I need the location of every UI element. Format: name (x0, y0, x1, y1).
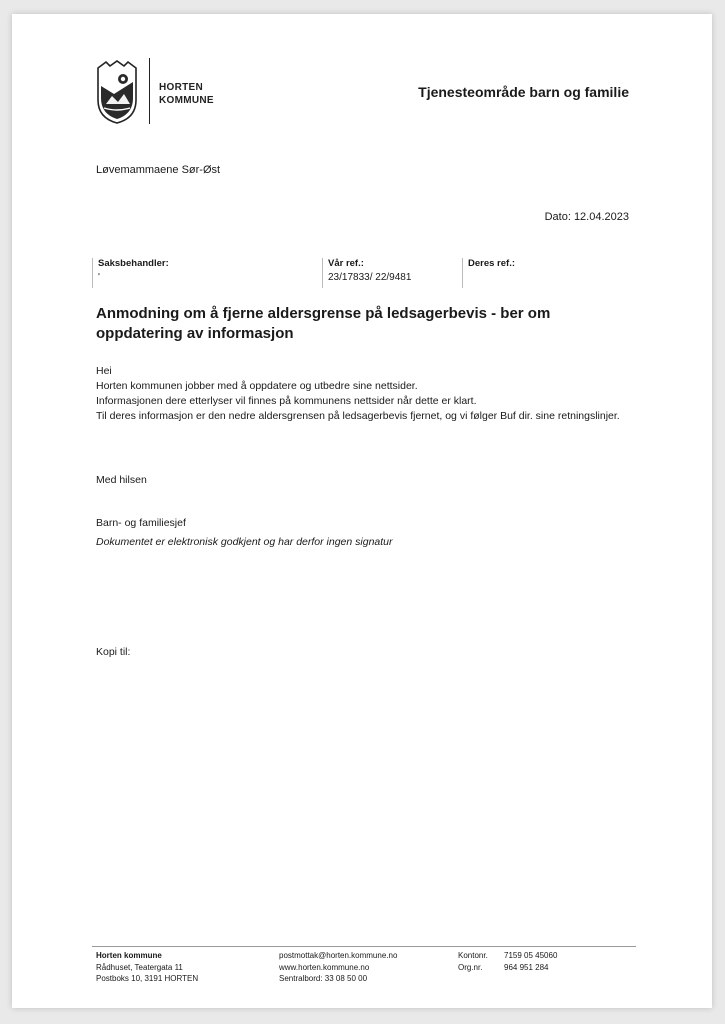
footer-orgnr-value: 964 951 284 (504, 962, 549, 972)
footer-address-line2: Postboks 10, 3191 HORTEN (96, 974, 199, 983)
logo-divider (149, 58, 150, 124)
case-handler-label: Saksbehandler: (98, 258, 169, 269)
footer-contact (279, 950, 397, 985)
body-paragraph: Til deres informasjon er den nedre aldersgrensen på ledsagerbevis fjernet, og vi følger Buf dir. sine retningslinjer. (96, 410, 620, 422)
closing-greeting: Med hilsen (96, 474, 147, 486)
case-handler-cell (92, 258, 322, 288)
footer-divider (92, 946, 636, 947)
our-ref-cell (322, 258, 462, 288)
kommune-logo (96, 58, 236, 138)
our-ref-label: Vår ref.: (328, 258, 364, 269)
reference-row (92, 258, 632, 288)
signer-title: Barn- og familiesjef (96, 517, 186, 529)
body-paragraph: Horten kommunen jobber med å oppdatere og utbedre sine nettsider. (96, 380, 418, 392)
copy-to-label: Kopi til: (96, 646, 131, 658)
your-ref-cell (462, 258, 632, 288)
footer-account-label: Kontonr. (458, 951, 488, 960)
footer-numbers (458, 950, 557, 973)
kommune-line2: KOMMUNE (159, 95, 214, 106)
body-paragraph: Hei (96, 365, 112, 377)
footer-orgnr-label: Org.nr. (458, 962, 483, 972)
footer-address-line1: Rådhuset, Teatergata 11 (96, 962, 183, 972)
kommune-line1: HORTEN (159, 82, 204, 93)
footer-switchboard: Sentralbord: 33 08 50 00 (279, 974, 368, 983)
letter-date (545, 211, 629, 223)
kommune-wordmark (159, 81, 214, 107)
footer-org-name: Horten kommune (96, 951, 162, 960)
service-area-title: Tjenesteområde barn og familie (418, 84, 629, 100)
electronic-signature-note: Dokumentet er elektronisk godkjent og har derfor ingen signatur (96, 536, 393, 548)
our-ref-value: 23/17833/ 22/9481 (328, 272, 412, 283)
footer-orgnr (458, 962, 557, 974)
case-handler-value: ' (98, 272, 100, 283)
letter-subject: Anmodning om å fjerne aldersgrense på ledsagerbevis - ber om oppdatering av informasjon (96, 305, 551, 342)
body-paragraph: Informasjonen dere etterlyser vil finnes på kommunens nettsider når dette er klart. (96, 395, 477, 407)
kommune-crest-icon (96, 60, 138, 124)
date-label: Dato: (544, 211, 571, 223)
letter-body (96, 364, 636, 424)
footer-account-value: 7159 05 45060 (504, 951, 558, 960)
recipient: Løvemammaene Sør-Øst (96, 164, 221, 176)
footer-web: www.horten.kommune.no (279, 962, 370, 972)
date-value: 12.04.2023 (573, 211, 629, 223)
footer-email: postmottak@horten.kommune.no (279, 951, 398, 960)
footer-account (458, 950, 557, 962)
footer-address (96, 950, 198, 985)
your-ref-label: Deres ref.: (468, 258, 515, 269)
letter-page (12, 14, 712, 1008)
